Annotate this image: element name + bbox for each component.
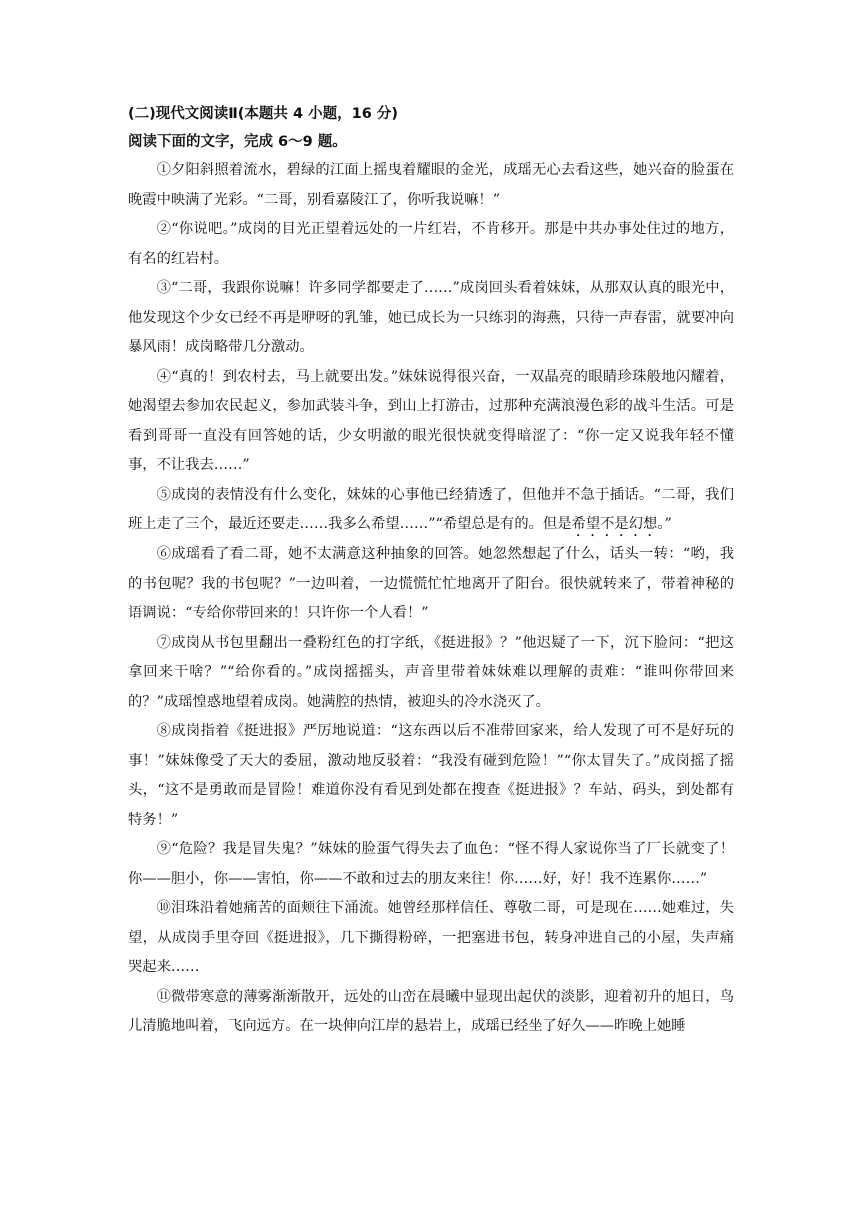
paragraph-5-end: 。” bbox=[657, 516, 672, 532]
paragraph-8: ⑧成岗指着《挺进报》严厉地说道：“这东西以后不准带回家来，给人发现了可不是好玩的事！”妹妹像受了天大的委屈，激动地反驳着：“我没有碰到危险！”“你太冒失了。”成岗摇了摇头，“这不是勇敢而是冒险！难道你没有看见到处都在搜查《挺进报》？车站、码头，到处都有特务！” bbox=[128, 723, 734, 828]
paragraph-1: ①夕阳斜照着流水，碧绿的江面上摇曳着耀眼的金光，成瑶无心去看这些，她兴奋的脸蛋在晚霞中映满了光彩。“二哥，别看嘉陵江了，你听我说嘛！” bbox=[128, 162, 734, 208]
paragraph-4: ④“真的！到农村去，马上就要出发。”妹妹说得很兴奋，一双晶亮的眼睛珍珠般地闪耀着，她渴望去参加农民起义，参加武装斗争，到山上打游击，过那种充满浪漫色彩的战斗生活。可是看到哥哥一直没有回答她的话，少女明澈的眼光很快就变得暗涩了：“你一定又说我年轻不懂事，不让我去……” bbox=[128, 368, 734, 473]
paragraph-2: ②“你说吧。”成岗的目光正望着远处的一片红岩，不肯移开。那是中共办事处住过的地方，有名的红岩村。 bbox=[128, 221, 734, 267]
paragraph-5 bbox=[128, 481, 734, 541]
paragraph-5-text: ⑤成岗的表情没有什么变化，妹妹的心事他已经猜透了，但他并不急于插话。“二哥，我们班上走了三个，最近还要走……我多么希望……”“希望总是有的。但是 bbox=[128, 486, 734, 532]
emphasized-phrase: 希望不是幻想 bbox=[571, 516, 658, 532]
document-page bbox=[128, 100, 734, 1042]
paragraph-7: ⑦成岗从书包里翻出一叠粉红色的打字纸，《挺进报》？”他迟疑了一下，沉下脸问：“把这拿回来干啥？”“给你看的。”成岗摇摇头，声音里带着妹妹难以理解的责难：“谁叫你带回来的？”成瑶惶惑地望着成岗。她满腔的热情，被迎头的冷水浇灭了。 bbox=[128, 634, 734, 710]
paragraph-3: ③“二哥，我跟你说嘛！许多同学都要走了……”成岗回头看着妹妹，从那双认真的眼光中，他发现这个少女已经不再是咿呀的乳雏，她已成长为一只练羽的海燕，只待一声春雷，就要冲向暴风雨！成岗略带几分激动。 bbox=[128, 280, 734, 355]
paragraph-6: ⑥成瑶看了看二哥，她不太满意这种抽象的回答。她忽然想起了什么，话头一转：“哟，我的书包呢？我的书包呢？”一边叫着，一边慌慌忙忙地离开了阳台。很快就转来了，带着神秘的语调说：“专给你带回来的！只许你一个人看！” bbox=[128, 546, 734, 621]
paragraph-10: ⑩泪珠沿着她痛苦的面颊往下涌流。她曾经那样信任、尊敬二哥，可是现在……她难过，失望，从成岗手里夺回《挺进报》，几下撕得粉碎，一把塞进书包，转身冲进自己的小屋，失声痛哭起来…… bbox=[128, 900, 734, 975]
paragraph-11: ⑪微带寒意的薄雾渐渐散开，远处的山峦在晨曦中显现出起伏的淡影，迎着初升的旭日，鸟儿清脆地叫着，飞向远方。在一块伸向江岸的悬岩上，成瑶已经坐了好久——昨晚上她睡 bbox=[128, 988, 734, 1034]
section-heading: (二)现代文阅读Ⅱ(本题共 4 小题，16 分) bbox=[128, 106, 398, 122]
reading-instruction: 阅读下面的文字，完成 6～9 题。 bbox=[128, 134, 347, 150]
paragraph-9: ⑨“危险？我是冒失鬼？”妹妹的脸蛋气得失去了血色：“怪不得人家说你当了厂长就变了！你——胆小，你——害怕，你——不敢和过去的朋友来往！你……好，好！我不连累你……” bbox=[128, 841, 734, 887]
